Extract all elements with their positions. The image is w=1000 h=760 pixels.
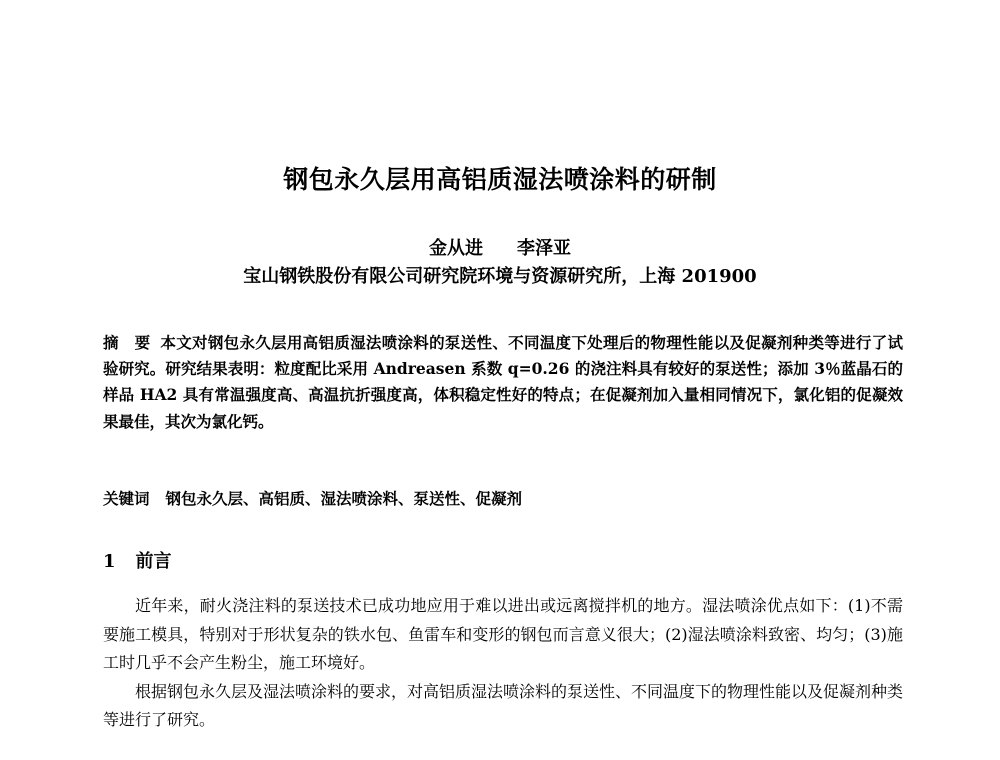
keywords-text: 钢包永久层、高铝质、湿法喷涂料、泵送性、促凝剂 [165,489,523,508]
keywords [103,487,903,509]
abstract [103,330,903,435]
section-heading [103,547,172,573]
author-name: 李泽亚 [517,238,571,259]
keywords-label: 关键词 [103,489,150,508]
body-paragraph: 根据钢包永久层及湿法喷涂料的要求，对高铝质湿法喷涂料的泵送性、不同温度下的物理性能以及促凝剂种类等进行了研究。 [103,681,904,729]
abstract-label: 摘 要 [103,333,151,352]
section-title: 前言 [135,551,172,572]
author-list [0,234,1000,260]
paper-title: 钢包永久层用高铝质湿法喷涂料的研制 [283,165,717,194]
author-affiliation: 宝山钢铁股份有限公司研究院环境与资源研究所，上海 201900 [243,266,757,287]
section-body [103,592,903,735]
author-name: 金从进 [429,238,483,259]
abstract-text: 本文对钢包永久层用高铝质湿法喷涂料的泵送性、不同温度下处理后的物理性能以及促凝剂种类等进行了试验研究。研究结果表明：粒度配比采用 Andreasen 系数 q=0.26 的浇注料具有较好的泵送性；添加 3％蓝晶石的样品 HA2 具有常温强度高、高温抗折强度高，体积稳定性好的特点；在促凝剂加入量相同情况下，氯化铝的促凝效果最佳，其次为氯化钙。 [103,333,903,431]
body-paragraph: 近年来，耐火浇注料的泵送技术已成功地应用于难以进出或远离搅拌机的地方。湿法喷涂优点如下：(1)不需要施工模具，特别对于形状复杂的铁水包、鱼雷车和变形的钢包而言意义很大；(2)湿法喷涂料致密、均匀；(3)施工时几乎不会产生粉尘，施工环境好。 [103,596,903,672]
section-number: 1 [103,551,116,572]
